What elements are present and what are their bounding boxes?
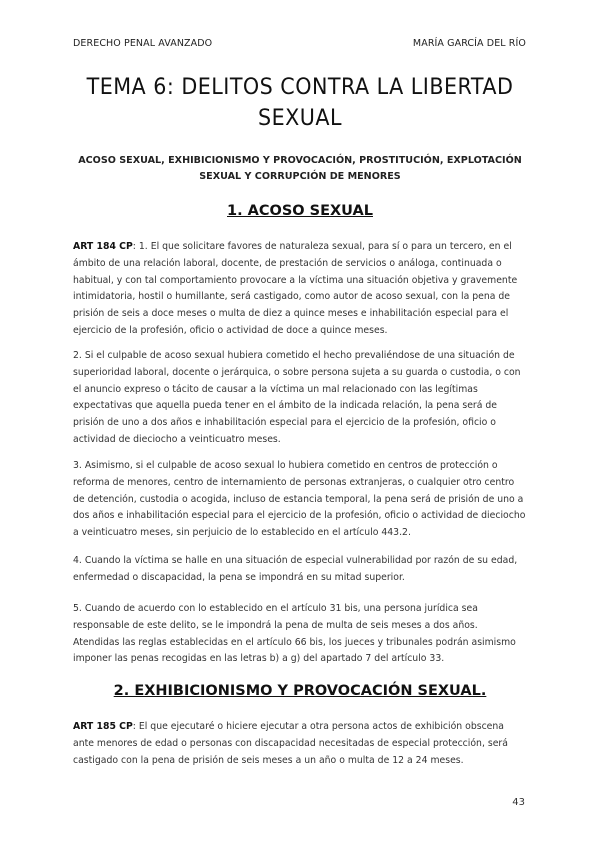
- page-title: TEMA 6: DELITOS CONTRA LA LIBERTAD SEXUAL: [86, 75, 514, 131]
- paragraph-art184-4: 4. Cuando la víctima se halle en una situación de especial vulnerabilidad por razón de su edad, enfermedad o discapacidad, la pena se impondrá en su mitad superior.: [73, 555, 518, 583]
- running-header-author: MARÍA GARCÍA DEL RÍO: [412, 38, 526, 49]
- paragraph-art184-3: 3. Asimismo, si el culpable de acoso sexual lo hubiera cometido en centros de protección o reforma de menores, centro de internamiento de personas extranjeras, o cualquier otro centro de detención, custodia o acogida, incluso de estancia temporal, la pena será de prisión de uno a dos años e inhabilitación especial para el ejercicio de la profesión, oficio o actividad de dieciocho a veinticuatro meses, sin perjuicio de lo establecido en el artículo 443.2.: [73, 460, 526, 539]
- paragraph-text: : 1. El que solicitare favores de naturaleza sexual, para sí o para un tercero, en el ámbito de una relación laboral, docente, de prestación de servicios o análoga, continuada o habitual, y con tal comportamiento provocare a la víctima una situación objetiva y gravemente intimidatoria, hostil o humillante, será castigado, como autor de acoso sexual, con la pena de prisión de seis a doce meses o multa de diez a quince meses e inhabilitación especial para el ejercicio de la profesión, oficio o actividad de doce a quince meses.: [73, 241, 518, 336]
- paragraph-art184-2: 2. Si el culpable de acoso sexual hubiera cometido el hecho prevaliéndose de una situación de superioridad laboral, docente o jerárquica, o sobre persona sujeta a su guarda o custodia, o con el anuncio expreso o tácito de causar a la víctima un mal relacionado con las legítimas expectativas que aquella pueda tener en el ámbito de la indicada relación, la pena será de prisión de uno a dos años e inhabilitación especial para el ejercicio de la profesión, oficio o actividad de dieciocho a veinticuatro meses.: [73, 350, 521, 445]
- running-header-course: DERECHO PENAL AVANZADO: [73, 38, 213, 49]
- article-label-184: ART 184 CP: [73, 241, 133, 252]
- section-heading-acoso: 1. ACOSO SEXUAL: [227, 203, 373, 219]
- paragraph-art184-5: 5. Cuando de acuerdo con lo establecido en el artículo 31 bis, una persona jurídica sea responsable de este delito, se le impondrá la pena de multa de seis meses a dos años. Atendidas las reglas establecidas en el artículo 66 bis, los jueces y tribunales podrán asimismo imponer las penas recogidas en las letras b) a g) del apartado 7 del artículo 33.: [73, 603, 516, 665]
- paragraph-art184-1: [73, 239, 527, 340]
- chapter-subtitle: ACOSO SEXUAL, EXHIBICIONISMO Y PROVOCACIÓN, PROSTITUCIÓN, EXPLOTACIÓN SEXUAL Y CORRUPCIÓN DE MENORES: [78, 155, 522, 182]
- paragraph-art185: [73, 719, 527, 769]
- article-label-185: ART 185 CP: [73, 721, 133, 732]
- page-number: 43: [512, 797, 525, 808]
- section-heading-exhibicionismo: 2. EXHIBICIONISMO Y PROVOCACIÓN SEXUAL.: [113, 683, 487, 699]
- paragraph-text: : El que ejecutaré o hiciere ejecutar a otra persona actos de exhibición obscena ante menores de edad o personas con discapacidad necesitadas de especial protección, será castigado con la pena de prisión de seis meses a un año o multa de 12 a 24 meses.: [73, 721, 508, 766]
